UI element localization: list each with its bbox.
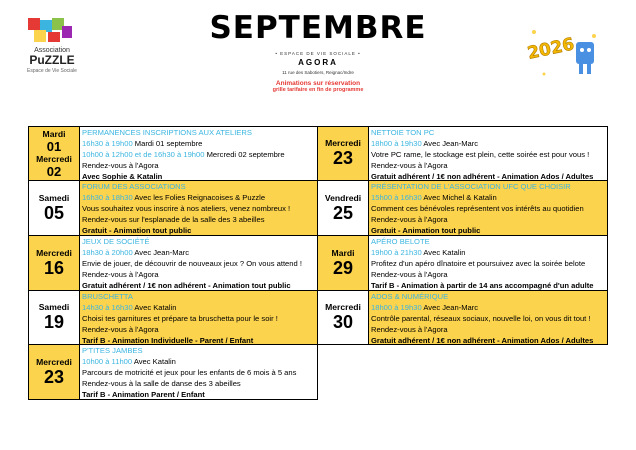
event-schedule-detail: Avec Katalin	[421, 248, 466, 257]
year-2026-text: 2026	[525, 34, 577, 64]
event-description: Choisi tes garnitures et prépare ta bruschetta pour le soir !	[82, 314, 278, 323]
event-location: Rendez-vous sur l'esplanade de la salle des 3 abeilles	[82, 215, 265, 224]
agora-label: AGORA	[298, 58, 338, 67]
event-location: Rendez-vous à l'Agora	[371, 161, 448, 170]
event-time: 18h00 à 19h30	[371, 303, 422, 312]
event-schedule	[369, 192, 607, 203]
event-date	[29, 181, 80, 235]
event-title: FORUM DES ASSOCIATIONS	[82, 182, 186, 191]
event-price: Tarif B - Animation Individuelle - Parent / Enfant	[82, 336, 254, 345]
event-day: Samedi	[38, 302, 70, 312]
event-location: Rendez-vous à l'Agora	[371, 325, 448, 334]
event-time: 14h30 à 16h30	[82, 303, 133, 312]
event-schedule	[80, 247, 317, 258]
event-schedule-detail: Mercredi 02 septembre	[204, 150, 285, 159]
event-location: Rendez-vous à la salle de danse des 3 abeilles	[82, 379, 241, 388]
event-price: Tarif B - Animation à partir de 14 ans accompagné d'un adulte	[371, 281, 594, 290]
event-schedule-detail: Avec Katalin	[132, 357, 176, 366]
event-day-number: 25	[332, 202, 354, 223]
event-title: BRUSCHETTA	[82, 292, 133, 301]
event-day: Mercredi	[325, 302, 361, 312]
event-date	[29, 127, 80, 180]
event-price: Gratuit adhérent / 1€ non adhérent - Animation Ados / Adultes	[371, 172, 594, 181]
event-card-apero-belote	[317, 235, 608, 291]
page-title: SEPTEMBRE	[209, 10, 427, 46]
event-description: Profitez d'un apéro dînatoire et poursuivez avec la soirée belote	[371, 259, 586, 268]
event-date	[318, 127, 369, 180]
event-description: Contrôle parental, réseaux sociaux, nouvelle loi, on vous dit tout !	[371, 314, 591, 323]
tarif-notice: grille tarifaire en fin de programme	[272, 87, 364, 93]
event-description: Votre PC rame, le stockage est plein, cette soirée est pour vous !	[371, 150, 590, 159]
logo-association-text: Association	[34, 47, 70, 54]
event-card-jeux	[28, 235, 318, 291]
event-schedule-detail: Avec les Folies Reignacoises & Puzzle	[132, 193, 266, 202]
event-hosts: Avec Sophie & Katalin	[82, 172, 163, 181]
reservation-notice: Animations sur réservation	[275, 80, 361, 87]
event-schedule	[80, 192, 317, 203]
espace-vie-sociale-label: • ESPACE DE VIE SOCIALE •	[275, 51, 361, 56]
event-card-nettoie-pc	[317, 126, 608, 181]
event-schedule	[369, 138, 607, 149]
event-date	[318, 236, 369, 290]
event-location: Rendez-vous à l'Agora	[82, 325, 159, 334]
event-schedule	[369, 247, 607, 258]
event-date	[318, 181, 369, 235]
event-title: NETTOIE TON PC	[371, 128, 435, 137]
event-card-forum	[28, 180, 318, 236]
event-schedule	[80, 356, 317, 367]
event-description: Parcours de motricité et jeux pour les enfants de 6 mois à 5 ans	[82, 368, 297, 377]
event-schedule-detail: Avec Katalin	[132, 303, 177, 312]
event-card-ufc	[317, 180, 608, 236]
event-day-number: 16	[43, 257, 65, 278]
event-date	[29, 291, 80, 344]
event-day: Mardi	[42, 128, 66, 139]
event-description: Comment ces bénévoles représentent vos intérêts au quotidien	[371, 204, 584, 213]
event-day: Vendredi	[324, 192, 362, 203]
event-price: Gratuit adhérent / 1€ non adhérent - Animation tout public	[82, 281, 291, 290]
event-day-number: 23	[43, 366, 65, 387]
event-day-number: 30	[332, 312, 354, 332]
logo-name-text: PuZZLE	[29, 53, 75, 67]
event-price: Gratuit adhérent / 1€ non adhérent - Animation Ados / Adultes	[371, 336, 594, 345]
event-schedule-detail: Avec Michel & Katalin	[421, 193, 497, 202]
event-title: APÉRO BELOTE	[371, 237, 430, 246]
event-schedule	[80, 149, 317, 160]
event-title: JEUX DE SOCIÉTÉ	[82, 237, 150, 246]
event-day-number: 29	[332, 257, 354, 278]
event-day-number: 19	[43, 312, 65, 332]
event-title: PERMANENCES INSCRIPTIONS AUX ATELIERS	[82, 128, 252, 137]
event-schedule-detail: Avec Jean-Marc	[421, 303, 479, 312]
event-date	[29, 236, 80, 290]
event-schedule	[80, 302, 317, 313]
event-day: Mercredi	[325, 138, 361, 148]
event-date	[29, 345, 80, 399]
event-day: Mardi	[331, 247, 355, 258]
event-card-bruschetta	[28, 290, 318, 345]
event-day: Samedi	[38, 192, 70, 203]
event-schedule-detail: Mardi 01 septembre	[132, 139, 203, 148]
event-day: Mercredi	[36, 356, 72, 367]
event-card-ados-numerique	[317, 290, 608, 345]
event-location: Rendez-vous à l'Agora	[371, 270, 448, 279]
event-time: 16h30 à 18h30	[82, 193, 133, 202]
event-schedule	[369, 302, 607, 313]
event-price: Gratuit - Animation tout public	[371, 226, 481, 235]
event-day-number: 01	[46, 138, 62, 154]
event-day-number: 02	[46, 163, 62, 179]
event-title: PRÉSENTATION DE L'ASSOCIATION UFC QUE CHOISIR	[371, 182, 571, 191]
event-location: Rendez-vous à l'Agora	[82, 270, 159, 279]
event-schedule-detail: Avec Jean-Marc	[132, 248, 190, 257]
event-time: 10h00 à 11h00	[82, 357, 133, 366]
event-card-ptites-jambes	[28, 344, 318, 400]
event-time: 18h30 à 20h00	[82, 248, 133, 257]
event-price: Tarif B - Animation Parent / Enfant	[82, 390, 205, 399]
event-location: Rendez-vous à l'Agora	[82, 161, 159, 170]
event-card-permanences	[28, 126, 318, 181]
event-time: 19h00 à 21h30	[371, 248, 422, 257]
event-time: 15h00 à 16h30	[371, 193, 422, 202]
event-date	[318, 291, 369, 344]
event-title: ADOS & NUMÉRIQUE	[371, 292, 449, 301]
event-price: Gratuit - Animation tout public	[82, 226, 192, 235]
event-time: 16h30 à 19h00	[82, 139, 133, 148]
event-description: Vous souhaitez vous inscrire à nos ateliers, venez nombreux !	[82, 204, 291, 213]
event-schedule	[80, 138, 317, 149]
event-description: Envie de jouer, de découvrir de nouveaux jeux ? On vous attend !	[82, 259, 302, 268]
event-location: Rendez-vous à l'Agora	[371, 215, 448, 224]
event-day: Mercredi	[36, 153, 72, 164]
event-day: Mercredi	[36, 247, 72, 258]
logo-tagline-text: Espace de Vie Sociale	[27, 68, 77, 74]
event-day-number: 23	[332, 148, 354, 168]
event-title: P'TITES JAMBES	[82, 346, 143, 355]
event-schedule-detail: Avec Jean-Marc	[421, 139, 479, 148]
event-time: 18h00 à 19h30	[371, 139, 422, 148]
address-label: 11 rue des Sabotiers, Reignac/Indre	[282, 70, 354, 75]
event-time: 10h00 à 12h00 et de 16h30 à 19h00	[82, 150, 205, 159]
event-day-number: 05	[43, 202, 65, 223]
